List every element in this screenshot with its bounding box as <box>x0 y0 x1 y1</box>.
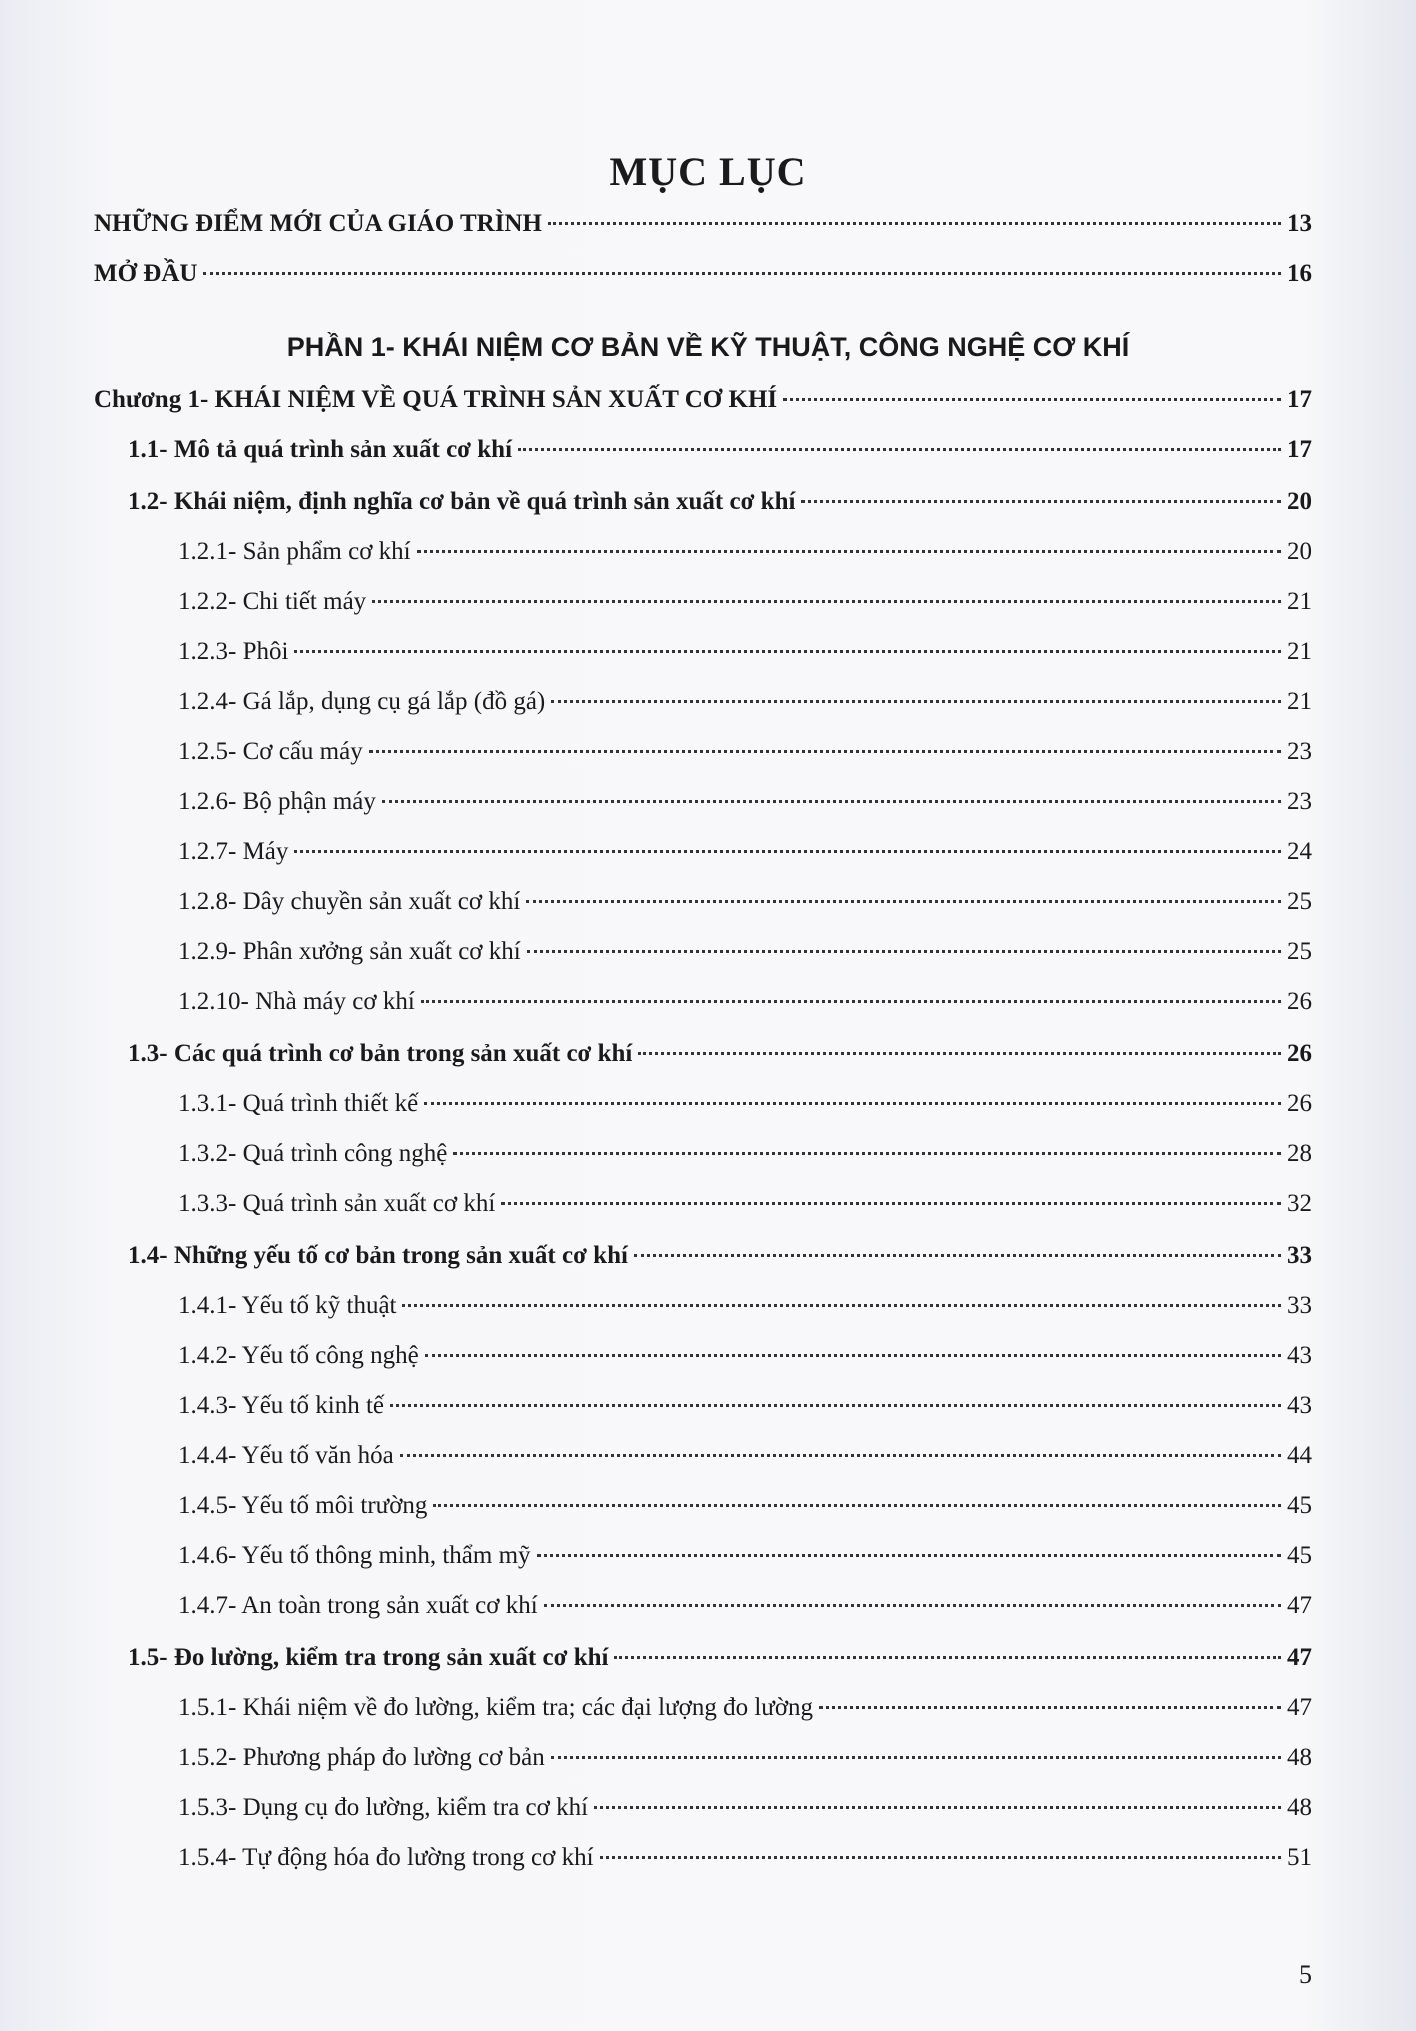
toc-entry-page: 47 <box>1287 1694 1312 1721</box>
dot-leader <box>294 850 1281 853</box>
dot-leader <box>402 1304 1281 1307</box>
toc-entry-label: 1.2.10- Nhà máy cơ khí <box>178 988 415 1015</box>
toc-entry-label: Chương 1- KHÁI NIỆM VỀ QUÁ TRÌNH SẢN XUẤT CƠ KHÍ <box>94 386 778 413</box>
toc-entry-label: 1.2.2- Chi tiết máy <box>178 588 367 615</box>
toc-entry <box>178 784 1312 820</box>
dot-leader <box>203 272 1281 275</box>
toc-entry-label: 1.5.1- Khái niệm về đo lường, kiểm tra; các đại lượng đo lường <box>178 1694 814 1721</box>
toc-entry-label: 1.2- Khái niệm, định nghĩa cơ bản về quá trình sản xuất cơ khí <box>128 488 796 515</box>
toc-entry <box>128 484 1312 520</box>
toc-entry <box>94 382 1312 418</box>
toc-entry-label: 1.4.7- An toàn trong sản xuất cơ khí <box>178 1592 538 1619</box>
toc-entry-page: 20 <box>1287 488 1312 515</box>
toc-entry <box>128 1036 1312 1072</box>
toc-entry-label: 1.4.4- Yếu tố văn hóa <box>178 1442 394 1469</box>
dot-leader <box>634 1254 1281 1257</box>
toc-entry-page: 45 <box>1287 1492 1312 1519</box>
toc-entry-label: 1.2.4- Gá lắp, dụng cụ gá lắp (đồ gá) <box>178 688 546 715</box>
toc-entry <box>178 1388 1312 1424</box>
toc-entry-label: 1.4.6- Yếu tố thông minh, thẩm mỹ <box>178 1542 531 1569</box>
dot-leader <box>417 550 1281 553</box>
toc-entry-page: 32 <box>1287 1190 1312 1217</box>
toc-entry-page: 23 <box>1287 738 1312 765</box>
dot-leader <box>400 1454 1281 1457</box>
toc-entry-page: 17 <box>1287 386 1312 413</box>
dot-leader <box>453 1152 1281 1155</box>
toc-entry <box>178 534 1312 570</box>
dot-leader <box>537 1554 1281 1557</box>
toc-entry-page: 17 <box>1287 436 1312 463</box>
dot-leader <box>783 398 1281 401</box>
toc-entry-page: 51 <box>1287 1844 1312 1871</box>
toc-entry <box>178 1086 1312 1122</box>
toc-entry <box>178 834 1312 870</box>
toc-entry-page: 33 <box>1287 1242 1312 1269</box>
toc-entry <box>128 432 1312 468</box>
toc-entry-label: 1.3.3- Quá trình sản xuất cơ khí <box>178 1190 496 1217</box>
toc-entry <box>178 1690 1312 1726</box>
toc-entry-label: 1.5.3- Dụng cụ đo lường, kiểm tra cơ khí <box>178 1794 589 1821</box>
toc-entry-page: 43 <box>1287 1342 1312 1369</box>
toc-entry-page: 47 <box>1287 1592 1312 1619</box>
toc-entry-label: 1.4.1- Yếu tố kỹ thuật <box>178 1292 397 1319</box>
dot-leader <box>638 1052 1281 1055</box>
dot-leader <box>372 600 1281 603</box>
toc-entry-label: 1.5.2- Phương pháp đo lường cơ bản <box>178 1744 545 1771</box>
toc-entry-page: 44 <box>1287 1442 1312 1469</box>
page-number: 5 <box>1299 1960 1312 1989</box>
toc-entry <box>178 934 1312 970</box>
toc-entry-page: 25 <box>1287 888 1312 915</box>
toc-entry-label: 1.5.4- Tự động hóa đo lường trong cơ khí <box>178 1844 594 1871</box>
dot-leader <box>819 1706 1281 1709</box>
toc-entry-page: 26 <box>1287 1040 1312 1067</box>
toc-entry-label: 1.4.5- Yếu tố môi trường <box>178 1492 428 1519</box>
dot-leader <box>526 900 1281 903</box>
toc-entry <box>128 1640 1312 1676</box>
dot-leader <box>433 1504 1281 1507</box>
toc-entry-page: 26 <box>1287 988 1312 1015</box>
toc-entry <box>128 1238 1312 1274</box>
toc-entry-page: 13 <box>1287 210 1312 237</box>
toc-entry-page: 25 <box>1287 938 1312 965</box>
toc-entry <box>178 984 1312 1020</box>
part-heading: PHẦN 1- KHÁI NIỆM CƠ BẢN VỀ KỸ THUẬT, CÔNG NGHỆ CƠ KHÍ <box>286 332 1130 362</box>
dot-leader <box>294 650 1281 653</box>
toc-entry-label: 1.2.6- Bộ phận máy <box>178 788 376 815</box>
toc-entry-page: 16 <box>1287 260 1312 287</box>
toc-entry-label: 1.5- Đo lường, kiểm tra trong sản xuất cơ khí <box>128 1644 609 1671</box>
dot-leader <box>425 1354 1281 1357</box>
dot-leader <box>382 800 1281 803</box>
toc-entry-label: 1.2.1- Sản phẩm cơ khí <box>178 538 411 565</box>
toc-entry <box>178 1288 1312 1324</box>
toc-entry-label: 1.1- Mô tả quá trình sản xuất cơ khí <box>128 436 513 463</box>
toc-entry-page: 48 <box>1287 1794 1312 1821</box>
toc-entry-page: 24 <box>1287 838 1312 865</box>
toc-entry-page: 26 <box>1287 1090 1312 1117</box>
dot-leader <box>801 500 1281 503</box>
toc-entry <box>178 1740 1312 1776</box>
toc-entry <box>178 734 1312 770</box>
toc-entry <box>178 1840 1312 1876</box>
dot-leader <box>544 1604 1281 1607</box>
dot-leader <box>600 1856 1281 1859</box>
toc-entry-label: 1.2.3- Phôi <box>178 638 289 665</box>
toc-entry-label: 1.4.2- Yếu tố công nghệ <box>178 1342 419 1369</box>
toc-entry-page: 47 <box>1287 1644 1312 1671</box>
dot-leader <box>390 1404 1281 1407</box>
toc-entry-label: MỞ ĐẦU <box>94 260 198 287</box>
toc-entry <box>178 1790 1312 1826</box>
toc-entry <box>178 634 1312 670</box>
toc-entry <box>94 256 1312 292</box>
toc-entry-label: 1.4.3- Yếu tố kinh tế <box>178 1392 384 1419</box>
toc-entry-label: NHỮNG ĐIỂM MỚI CỦA GIÁO TRÌNH <box>94 210 542 237</box>
toc-entry-page: 23 <box>1287 788 1312 815</box>
toc-entry <box>178 1438 1312 1474</box>
toc-entry <box>178 1186 1312 1222</box>
toc-entry-label: 1.3.2- Quá trình công nghệ <box>178 1140 448 1167</box>
dot-leader <box>551 700 1281 703</box>
dot-leader <box>527 950 1281 953</box>
toc-entry-page: 21 <box>1287 588 1312 615</box>
toc-entry-label: 1.2.8- Dây chuyền sản xuất cơ khí <box>178 888 521 915</box>
dot-leader <box>614 1656 1281 1659</box>
toc-entry-label: 1.3- Các quá trình cơ bản trong sản xuất cơ khí <box>128 1040 633 1067</box>
toc-entry <box>178 884 1312 920</box>
toc-entry <box>178 1588 1312 1624</box>
toc-entry <box>178 1488 1312 1524</box>
toc-entry <box>178 1538 1312 1574</box>
dot-leader <box>551 1756 1281 1759</box>
toc-entry-label: 1.2.9- Phân xưởng sản xuất cơ khí <box>178 938 521 965</box>
toc-entry-page: 21 <box>1287 638 1312 665</box>
toc-entry-label: 1.4- Những yếu tố cơ bản trong sản xuất cơ khí <box>128 1242 628 1269</box>
dot-leader <box>518 448 1281 451</box>
toc-entry-label: 1.2.7- Máy <box>178 838 289 865</box>
toc-entry-page: 45 <box>1287 1542 1312 1569</box>
toc-title: MỤC LỤC <box>609 149 807 194</box>
toc-entry-label: 1.3.1- Quá trình thiết kế <box>178 1090 419 1117</box>
dot-leader <box>548 222 1281 225</box>
toc-entry-label: 1.2.5- Cơ cấu máy <box>178 738 363 765</box>
toc-entry-page: 48 <box>1287 1744 1312 1771</box>
toc-entry-page: 33 <box>1287 1292 1312 1319</box>
dot-leader <box>421 1000 1281 1003</box>
toc-entry <box>178 584 1312 620</box>
toc-entry-page: 20 <box>1287 538 1312 565</box>
toc-entry <box>94 206 1312 242</box>
dot-leader <box>501 1202 1281 1205</box>
dot-leader <box>594 1806 1281 1809</box>
toc-entry-page: 21 <box>1287 688 1312 715</box>
toc-entry <box>178 684 1312 720</box>
toc-entry-page: 28 <box>1287 1140 1312 1167</box>
toc-entry <box>178 1338 1312 1374</box>
toc-entry <box>178 1136 1312 1172</box>
toc-entry-page: 43 <box>1287 1392 1312 1419</box>
dot-leader <box>424 1102 1281 1105</box>
dot-leader <box>369 750 1281 753</box>
